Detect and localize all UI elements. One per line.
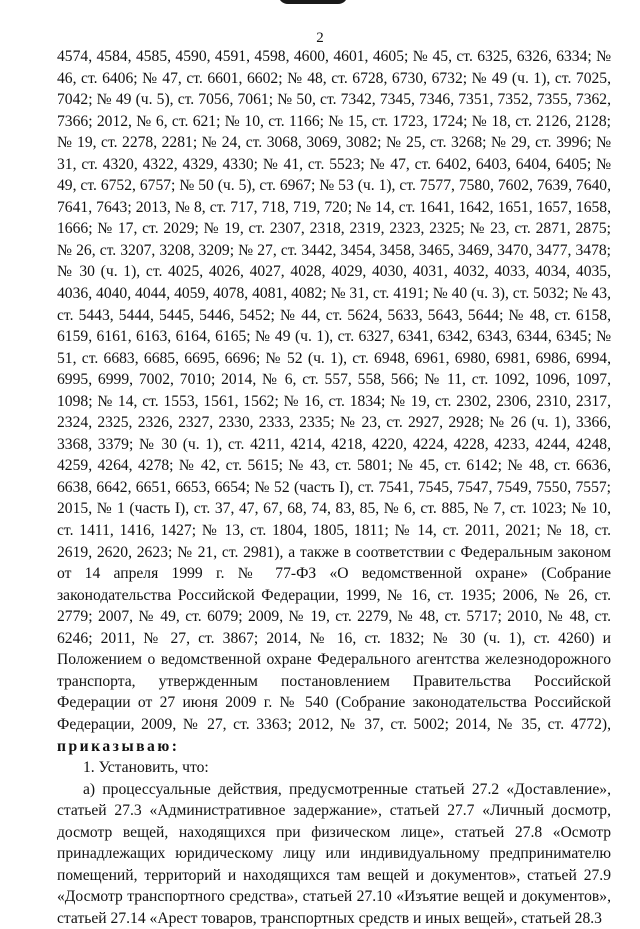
paragraph-legal-references	[57, 46, 611, 757]
scan-artifact	[278, 0, 348, 4]
document-body	[57, 46, 611, 929]
page-number: 2	[316, 30, 324, 46]
legal-references-text: 4574, 4584, 4585, 4590, 4591, 4598, 4600, 4601, 4605; № 45, ст. 6325, 6326, 6334; № 46, ст. 6406; № 47, ст. 6601, 6602; № 48, ст. 6728, 6730, 6732; № 49 (ч. 1), ст. 7025, 7042; № 49 (ч. 5), ст. 7056, 7061; № 50, ст. 7342, 7345, 7346, 7351, 7352, 7355, 7362, 7366; 2012, № 6, ст. 621; № 10, ст. 1166; № 15, ст. 1723, 1724; № 18, ст. 2126, 2128; № 19, ст. 2278, 2281; № 24, ст. 3068, 3069, 3082; № 25, ст. 3268; № 29, ст. 3996; № 31, ст. 4320, 4322, 4329, 4330; № 41, ст. 5523; № 47, ст. 6402, 6403, 6404, 6405; № 49, ст. 6752, 6757; № 50 (ч. 5), ст. 6967; № 53 (ч. 1), ст. 7577, 7580, 7602, 7639, 7640, 7641, 7643; 2013, № 8, ст. 717, 718, 719, 720; № 14, ст. 1641, 1642, 1651, 1657, 1658, 1666; № 17, ст. 2029; № 19, ст. 2307, 2318, 2319, 2323, 2325; № 23, ст. 2871, 2875; № 26, ст. 3207, 3208, 3209; № 27, ст. 3442, 3454, 3458, 3465, 3469, 3470, 3477, 3478; № 30 (ч. 1), ст. 4025, 4026, 4027, 4028, 4029, 4030, 4031, 4032, 4033, 4034, 4035, 4036, 4040, 4044, 4059, 4078, 4081, 4082; № 31, ст. 4191; № 40 (ч. 3), ст. 5032; № 43, ст. 5443, 5444, 5445, 5446, 5452; № 44, ст. 5624, 5633, 5643, 5644; № 48, ст. 6158, 6159, 6161, 6163, 6164, 6165; № 49 (ч. 1), ст. 6327, 6341, 6342, 6343, 6344, 6345; № 51, ст. 6683, 6685, 6695, 6696; № 52 (ч. 1), ст. 6948, 6961, 6980, 6981, 6986, 6994, 6995, 6999, 7002, 7010; 2014, № 6, ст. 557, 558, 566; № 11, ст. 1092, 1096, 1097, 1098; № 14, ст. 1553, 1561, 1562; № 16, ст. 1834; № 19, ст. 2302, 2306, 2310, 2317, 2324, 2325, 2326, 2327, 2330, 2333, 2335; № 23, ст. 2927, 2928; № 26 (ч. 1), 3366, 3368, 3379; № 30 (ч. 1), ст. 4211, 4214, 4218, 4220, 4224, 4228, 4233, 4244, 4248, 4259, 4264, 4278; № 42, ст. 5615; № 43, ст. 5801; № 45, ст. 6142; № 48, ст. 6636, 6638, 6642, 6651, 6653, 6654; № 52 (часть I), ст. 7541, 7545, 7547, 7549, 7550, 7557; 2015, № 1 (часть I), ст. 37, 47, 67, 68, 74, 83, 85, № 6, ст. 885, № 7, ст. 1023; № 10, ст. 1411, 1416, 1427; № 13, ст. 1804, 1805, 1811; № 14, ст. 2011, 2021; № 18, ст. 2619, 2620, 2623; № 21, ст. 2981), а также в соответствии с Федеральным законом от 14 апреля 1999 г. № 77-ФЗ «О ведомственной охране» (Собрание законодательства Российской Федерации, 1999, № 16, ст. 1935; 2006, № 26, ст. 2779; 2007, № 49, ст. 6079; 2009, № 19, ст. 2279, № 48, ст. 5717; 2010, № 48, ст. 6246; 2011, № 27, ст. 3867; 2014, № 16, ст. 1832; № 30 (ч. 1), ст. 4260) и Положением о ведомственной охране Федерального агентства железнодорожного транспорта, утвержденным постановлением Правительства Российской Федерации от 27 июня 2009 г. № 540 (Собрание законодательства Российской Федерации, 2009, № 27, ст. 3363; 2012, № 37, ст. 5002; 2014, № 35, ст. 4772),	[57, 48, 611, 733]
order-word: приказываю	[57, 737, 172, 755]
order-colon: :	[171, 737, 180, 755]
item-1a: а) процессуальные действия, предусмотренные статьей 27.2 «Доставление», статьей 27.3 «Административное задержание», статьей 27.7 «Личный досмотр, досмотр вещей, находящихся при физическом лице», статьей 27.8 «Осмотр принадлежащих юридическому лицу или индивидуальному предпринимателю помещений, территорий и находящихся там вещей и документов», статьей 27.9 «Досмотр транспортного средства», статьей 27.10 «Изъятие вещей и документов», статьей 27.14 «Арест товаров, транспортных средств и иных вещей», статьей 28.3	[57, 780, 611, 927]
item-1: 1. Установить, что:	[83, 759, 209, 777]
